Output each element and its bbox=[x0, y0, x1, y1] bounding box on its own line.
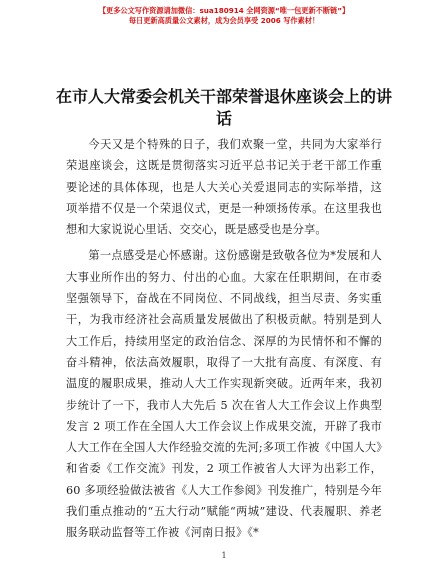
promo-banner-line-2: 每日更新高质量公文素材，成为会员享受 2006 写作素材！ bbox=[128, 16, 320, 25]
document-body bbox=[66, 134, 382, 544]
paragraph-1: 今天又是个特殊的日子，我们欢聚一堂，共同为大家举行荣退座谈会，这既是贯彻落实习近平总书记关于老干部工作重要论述的具体体现，也是人大关心关爱退同志的实际举措，这项举措不仅是一个荣退仪式，更是一种颂扬传承。在这里我也想和大家说说心里话、交交心，既是感受也是分享。 bbox=[66, 138, 382, 237]
document-title: 在市人大常委会机关干部荣誉退休座谈会上的讲话 bbox=[56, 87, 393, 128]
page-number: 1 bbox=[221, 551, 227, 560]
paragraph-2: 第一点感受是心怀感谢。这份感谢是致敬各位为*发展和人大事业所作出的努力、付出的心血。大家在任职期间，在市委坚强领导下，奋战在不同岗位、不同战线，担当尽责、务实重干，为我市经济社会高质量发展做出了积极贡献。特别是到人大工作后，持续用坚定的政治信念、深厚的为民情怀和不懈的奋斗精神，依法高效履职，取得了一大批有高度、有深度、有温度的履职成果，推动人大工作实现新突破。近两年来，我初步统计了一下，我市人大先后 5 次在省人大工作会议上作典型发言 2 项工作在全国人大工作会议上作成果交流，开辟了我市人大工作在全国人大作经验交流的先河;多项工作被《中国人大》和省委《工作交流》刊发，2 项工作被省人大评为出彩工作，60 多项经验做法被省《人大工作参阅》刊发推广，特别是今年我们重点推动的“五大行动”赋能“两城”建设、代表履职、养老服务联动监督等工作被《河南日报》《* bbox=[66, 249, 382, 540]
promo-banner bbox=[0, 6, 448, 26]
promo-banner-line-1: 【更多公文写作资源请加微信：sua180914 全网资源“唯一包更新不断链”】 bbox=[98, 6, 350, 15]
